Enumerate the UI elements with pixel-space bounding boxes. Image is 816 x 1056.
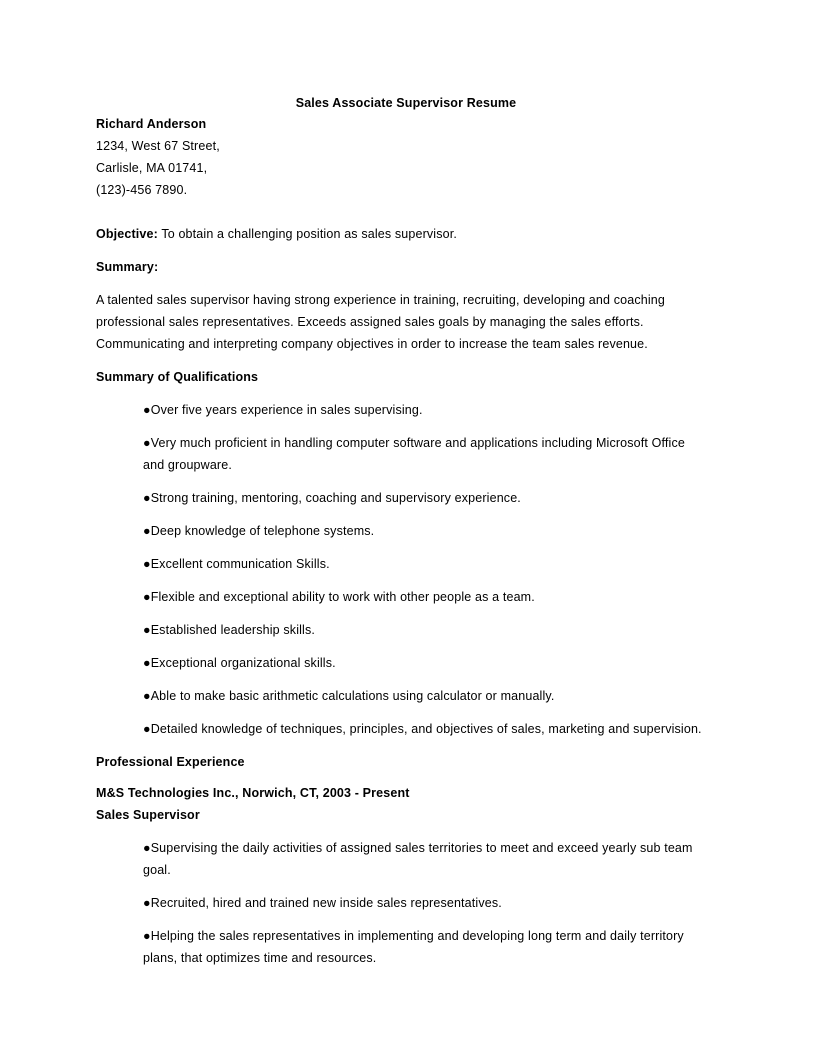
qualification-item: ●Exceptional organizational skills. bbox=[143, 656, 336, 670]
phone-number: (123)-456 7890. bbox=[96, 183, 188, 197]
qualification-item: ●Very much proficient in handling computer software and applications including Microsoft Office and groupware. bbox=[143, 436, 685, 472]
summary-heading: Summary: bbox=[96, 260, 159, 274]
experience-item: ●Supervising the daily activities of assigned sales territories to meet and exceed yearly sub team goal. bbox=[143, 841, 693, 877]
qualifications-heading: Summary of Qualifications bbox=[96, 370, 259, 384]
address-line-1: 1234, West 67 Street, bbox=[96, 139, 220, 153]
qualification-item: ●Deep knowledge of telephone systems. bbox=[143, 524, 375, 538]
objective-text: To obtain a challenging position as sales supervisor. bbox=[157, 227, 457, 241]
experience-item: ●Helping the sales representatives in implementing and developing long term and daily territory plans, that optimizes time and resources. bbox=[143, 929, 684, 965]
company-line: M&S Technologies Inc., Norwich, CT, 2003 - Present bbox=[96, 786, 410, 800]
qualification-item: ●Excellent communication Skills. bbox=[143, 557, 330, 571]
qualification-item: ●Established leadership skills. bbox=[143, 623, 316, 637]
qualification-item: ●Flexible and exceptional ability to work with other people as a team. bbox=[143, 590, 535, 604]
qualification-item: ●Over five years experience in sales supervising. bbox=[143, 403, 423, 417]
experience-item: ●Recruited, hired and trained new inside sales representatives. bbox=[143, 896, 502, 910]
experience-heading: Professional Experience bbox=[96, 755, 245, 769]
objective bbox=[96, 223, 457, 245]
document-title: Sales Associate Supervisor Resume bbox=[295, 96, 517, 110]
qualification-item: ●Detailed knowledge of techniques, principles, and objectives of sales, marketing and supervision. bbox=[143, 722, 702, 736]
job-role: Sales Supervisor bbox=[96, 808, 200, 822]
summary-text: A talented sales supervisor having strong experience in training, recruiting, developing and coaching professional sales representatives. Exceeds assigned sales goals by managing the sales efforts. Communicating and interpreting company objectives in order to increase the team sales revenue. bbox=[96, 293, 665, 351]
address-line-2: Carlisle, MA 01741, bbox=[96, 161, 208, 175]
objective-label: Objective: bbox=[96, 227, 158, 241]
candidate-name: Richard Anderson bbox=[96, 117, 207, 131]
qualification-item: ●Able to make basic arithmetic calculations using calculator or manually. bbox=[143, 689, 555, 703]
qualification-item: ●Strong training, mentoring, coaching and supervisory experience. bbox=[143, 491, 521, 505]
